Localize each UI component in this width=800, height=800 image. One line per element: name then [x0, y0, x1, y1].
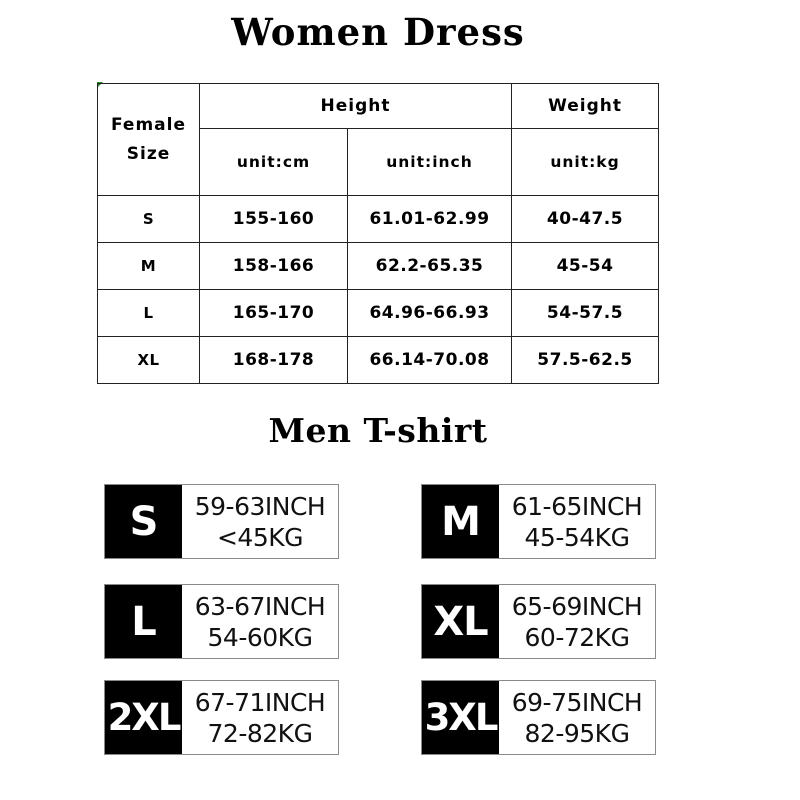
men-tshirt-title: Men T-shirt: [268, 411, 488, 450]
unit-cm-header: unit:cm: [200, 129, 348, 196]
badge-height: 69-75INCH: [511, 687, 643, 717]
badge-height: 67-71INCH: [194, 687, 326, 717]
height-inch-cell: 64.96-66.93: [348, 290, 512, 337]
badge-weight: <45KG: [216, 522, 304, 552]
badge-weight: 45-54KG: [524, 522, 630, 552]
badge-weight: 82-95KG: [524, 718, 630, 748]
size-cell: S: [98, 196, 200, 243]
unit-kg-header: unit:kg: [512, 129, 659, 196]
badge-size-label: L: [105, 585, 182, 658]
size-badge-s: [104, 484, 339, 559]
badge-info: [499, 485, 655, 558]
height-cm-cell: 165-170: [200, 290, 348, 337]
badge-height: 59-63INCH: [194, 491, 326, 521]
unit-inch-header: unit:inch: [348, 129, 512, 196]
badge-weight: 54-60KG: [207, 622, 313, 652]
women-size-table: [97, 83, 659, 384]
badge-size-label: 2XL: [105, 681, 182, 754]
size-cell: M: [98, 243, 200, 290]
weight-kg-cell: 40-47.5: [512, 196, 659, 243]
table-row: [98, 196, 659, 243]
size-badge-m: [421, 484, 656, 559]
weight-kg-cell: 54-57.5: [512, 290, 659, 337]
table-row: [98, 290, 659, 337]
weight-kg-cell: 45-54: [512, 243, 659, 290]
badge-height: 63-67INCH: [194, 591, 326, 621]
badge-info: [499, 585, 655, 658]
height-inch-cell: 62.2-65.35: [348, 243, 512, 290]
height-inch-cell: 61.01-62.99: [348, 196, 512, 243]
women-dress-title: Women Dress: [231, 10, 525, 54]
badge-weight: 72-82KG: [207, 718, 313, 748]
height-header: Height: [200, 84, 512, 129]
size-badge-2xl: [104, 680, 339, 755]
height-cm-cell: 158-166: [200, 243, 348, 290]
female-size-label-line2: Size: [126, 143, 171, 164]
table-row: [98, 243, 659, 290]
height-cm-cell: 155-160: [200, 196, 348, 243]
height-cm-cell: 168-178: [200, 337, 348, 384]
badge-weight: 60-72KG: [524, 622, 630, 652]
size-cell: L: [98, 290, 200, 337]
weight-header: Weight: [512, 84, 659, 129]
badge-info: [182, 681, 338, 754]
badge-height: 65-69INCH: [511, 591, 643, 621]
size-cell: XL: [98, 337, 200, 384]
size-badge-xl: [421, 584, 656, 659]
badge-height: 61-65INCH: [511, 491, 643, 521]
badge-info: [499, 681, 655, 754]
badge-size-label: XL: [422, 585, 499, 658]
badge-size-label: M: [422, 485, 499, 558]
female-size-header: [98, 84, 200, 196]
weight-kg-cell: 57.5-62.5: [512, 337, 659, 384]
female-size-label-line1: Female: [111, 114, 186, 135]
height-inch-cell: 66.14-70.08: [348, 337, 512, 384]
size-badge-3xl: [421, 680, 656, 755]
table-row: [98, 337, 659, 384]
badge-info: [182, 585, 338, 658]
badge-size-label: 3XL: [422, 681, 499, 754]
badge-size-label: S: [105, 485, 182, 558]
table-header-row: [98, 84, 659, 129]
size-badge-l: [104, 584, 339, 659]
badge-info: [182, 485, 338, 558]
